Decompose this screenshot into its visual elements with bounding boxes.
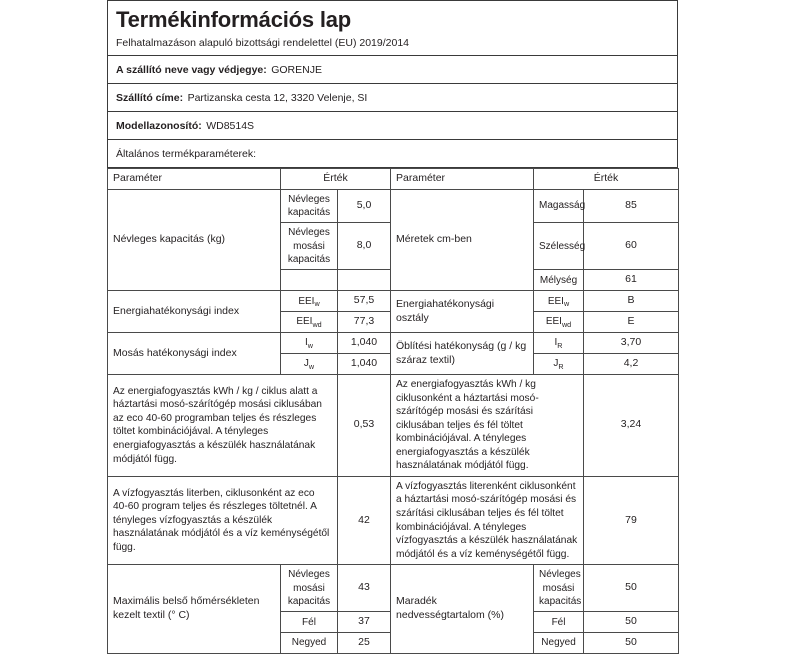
sub-parameter-label: Névleges mosási kapacitás	[281, 223, 338, 270]
product-information-sheet	[107, 0, 678, 654]
parameter-description: A vízfogyasztás literenként ciklusonként a háztartási mosó-szárítógép mosási és szárítási ciklusában teljes és fél töltet kombinációjával. A tényleges vízfogyasztás a készülék használatának módjától és a víz keménységétől függ.	[391, 476, 584, 564]
parameter-name: Méretek cm-ben	[391, 189, 534, 290]
header-parameter-left: Paraméter	[108, 168, 281, 189]
page-title: Termékinformációs lap	[116, 7, 352, 32]
sub-parameter-label: $EEI_w$	[534, 291, 584, 312]
parameter-name: Mosás hatékonysági index	[108, 333, 281, 375]
table-row	[108, 291, 679, 312]
table-row	[108, 189, 679, 223]
address-value: Partizanska cesta 12, 3320 Velenje, SI	[187, 91, 368, 104]
table-row	[108, 476, 679, 564]
parameter-value: 37	[338, 612, 391, 633]
sub-parameter-subscript: w	[307, 340, 313, 350]
parameter-value: 85	[584, 189, 679, 223]
sub-parameter-subscript: w	[563, 299, 570, 308]
sub-parameter-label: Névleges kapacitás	[281, 189, 338, 223]
parameter-value: 43	[338, 565, 391, 612]
sub-parameter-label: Mélység	[534, 270, 584, 291]
parameter-value: 50	[584, 612, 679, 633]
parameter-value: 0,53	[338, 374, 391, 476]
empty-cell	[281, 270, 338, 291]
supplier-label: A szállító neve vagy védjegye:	[116, 63, 267, 76]
sub-parameter-label: Fél	[281, 612, 338, 633]
parameter-name: Névleges kapacitás (kg)	[108, 189, 281, 290]
header-value-left: Érték	[281, 168, 391, 189]
sub-parameter-label: $EEI_{wd}$	[281, 312, 338, 333]
sub-parameter-label: Fél	[534, 612, 584, 633]
parameter-description: Az energiafogyasztás kWh / kg ciklusonként a háztartási mosó-szárítógép mosási és szárítási ciklusában teljes és fél töltet kombinációjával. A tényleges energiafogyasztás a készülék használatának módjától függ.	[391, 374, 584, 476]
sub-parameter-subscript: w	[314, 299, 320, 308]
sub-parameter-label: $EEI_w$	[281, 291, 338, 312]
sub-parameter-label: $EEI_{wd}$	[534, 312, 584, 333]
parameter-value: E	[584, 312, 679, 333]
parameter-name: Maximális belső hőmérsékleten kezelt textil (° C)	[108, 565, 281, 654]
address-label: Szállító címe:	[116, 91, 184, 104]
sub-parameter-subscript: w	[308, 361, 315, 371]
model-label: Modellazonosító:	[116, 119, 202, 132]
supplier-row	[108, 56, 677, 84]
sub-parameter-label: $J_w$	[281, 354, 338, 375]
parameter-value: 50	[584, 633, 679, 654]
sub-parameter-subscript: R	[558, 361, 564, 371]
sub-parameter-subscript: R	[557, 340, 563, 350]
sub-parameter-label: Névleges mosási kapacitás	[281, 565, 338, 612]
parameter-value: 50	[584, 565, 679, 612]
sub-parameter-label: $I_w$	[281, 333, 338, 354]
parameter-value: 57,5	[338, 291, 391, 312]
title-row	[108, 1, 677, 34]
parameter-value: 1,040	[338, 333, 391, 354]
table-body	[108, 189, 679, 653]
header-value-right: Érték	[534, 168, 679, 189]
sub-parameter-label: Negyed	[534, 633, 584, 654]
sub-parameter-subscript: wd	[312, 319, 322, 329]
parameter-value: 79	[584, 476, 679, 564]
parameter-name: Energiahatékonysági osztály	[391, 291, 534, 333]
parameter-value: B	[584, 291, 679, 312]
parameter-value: 3,24	[584, 374, 679, 476]
table-head	[108, 168, 679, 189]
model-value: WD8514S	[206, 119, 255, 132]
sub-parameter-label: Szélesség	[534, 223, 584, 270]
empty-cell	[338, 270, 391, 291]
parameter-description: Az energiafogyasztás kWh / kg / ciklus alatt a háztartási mosó-szárítógép mosási ciklusában az eco 40-60 programban teljes és részleges töltet kombinációjával. A tényleges energiafogyasztás a készülék használatának módjától függ.	[108, 374, 338, 476]
regulation-subtitle: Felhatalmazáson alapuló bizottsági rendelettel (EU) 2019/2014	[108, 34, 677, 56]
parameter-value: 5,0	[338, 189, 391, 223]
sub-parameter-label: $I_R$	[534, 333, 584, 354]
table-row	[108, 333, 679, 354]
supplier-value: GORENJE	[271, 63, 322, 76]
parameter-description: A vízfogyasztás literben, ciklusonként az eco 40-60 program teljes és részleges töltetnél. A tényleges vízfogyasztás a készülék használatának módjától és a víz keménységétől függ.	[108, 476, 338, 564]
sub-parameter-subscript: wd	[561, 319, 572, 329]
parameter-name: Maradék nedvességtartalom (%)	[391, 565, 534, 654]
table-row	[108, 565, 679, 612]
table-header-row	[108, 168, 679, 189]
model-row	[108, 112, 677, 140]
parameter-value: 25	[338, 633, 391, 654]
header-parameter-right: Paraméter	[391, 168, 534, 189]
parameter-value: 1,040	[338, 354, 391, 375]
parameter-value: 77,3	[338, 312, 391, 333]
parameter-value: 61	[584, 270, 679, 291]
sub-parameter-label: $J_R$	[534, 354, 584, 375]
table-row	[108, 374, 679, 476]
parameter-value: 4,2	[584, 354, 679, 375]
parameter-value: 60	[584, 223, 679, 270]
sub-parameter-label: Negyed	[281, 633, 338, 654]
parameter-name: Energiahatékonysági index	[108, 291, 281, 333]
product-parameters-table	[107, 168, 679, 654]
document-header	[107, 0, 678, 168]
sub-parameter-label: Névleges mosási kapacitás	[534, 565, 584, 612]
parameter-value: 42	[338, 476, 391, 564]
parameter-name: Öblítési hatékonyság (g / kg száraz textil)	[391, 333, 534, 375]
general-parameters-row	[108, 140, 677, 168]
address-row	[108, 84, 677, 112]
general-parameters-label: Általános termékparaméterek:	[116, 147, 257, 160]
parameter-value: 3,70	[584, 333, 679, 354]
sub-parameter-label: Magasság	[534, 189, 584, 223]
parameter-value: 8,0	[338, 223, 391, 270]
